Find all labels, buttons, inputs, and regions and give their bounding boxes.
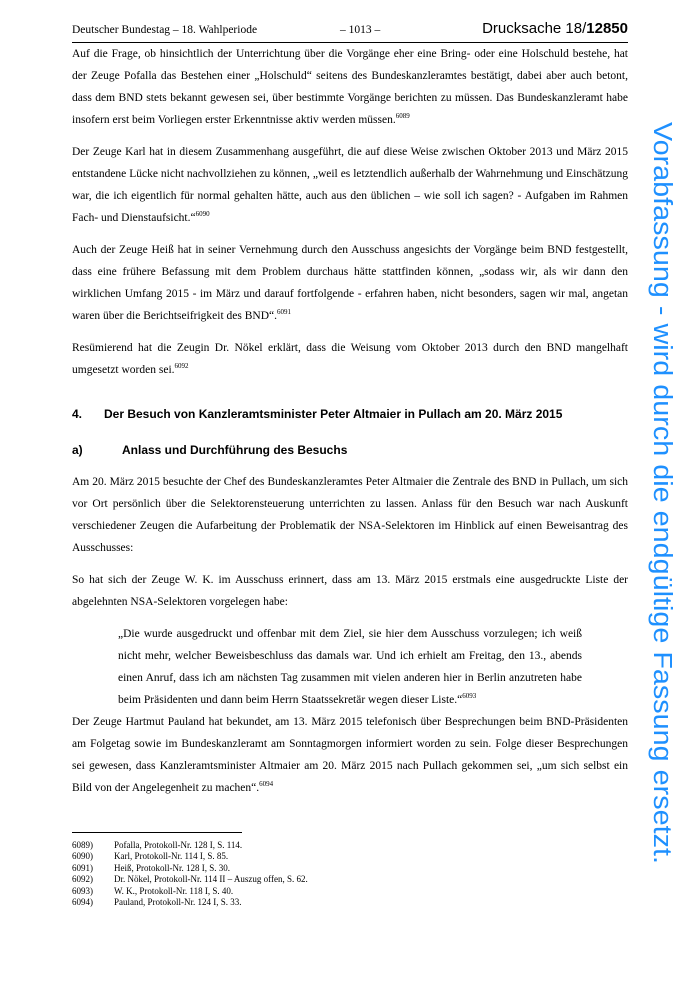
document-number: Drucksache 18/12850 xyxy=(482,20,628,37)
paragraph-1: Auf die Frage, ob hinsichtlich der Unterrichtung über die Vorgänge eher eine Bring- oder eine Holschuld bestehe, hat der Zeuge Pofalla das Bestehen einer „Holschuld“ seitens des Bundeskanzleramtes bestätigt, dabei aber auch betont, dass dem BND stets bekannt gewesen sei, über bestimmte Vorgänge berichten zu müssen. Das Bundeskanzleramt habe insofern erst beim Vorliegen erster Erkenntnisse aktiv werden müssen.$^{6089}$ xyxy=(72,48,628,126)
footnote-ref: 6091 xyxy=(277,308,292,316)
section-heading-a: a) Anlass und Durchführung des Besuchs xyxy=(72,443,348,457)
section-heading-4: 4. Der Besuch von Kanzleramtsminister Peter Altmaier in Pullach am 20. März 2015 xyxy=(72,407,563,421)
page xyxy=(72,22,628,799)
header-left: Deutscher Bundestag – 18. Wahlperiode xyxy=(72,24,258,36)
paragraph-5: Am 20. März 2015 besuchte der Chef des Bundeskanzleramtes Peter Altmaier die Zentrale des BND in Pullach, um sich vor Ort persönlich über die Selektorensteuerung unterrichten zu lassen. Anlass für den Besuch war nach Auskunft verschiedener Zeugen die Aufarbeitung der Problematik der NSA-Selektoren im Hinblick auf einen Beweisantrag des Ausschusses: xyxy=(72,476,628,554)
paragraph-7: Der Zeuge Hartmut Pauland hat bekundet, am 13. März 2015 telefonisch über Besprechungen beim BND-Präsidenten am Folgetag sowie im Bundeskanzleramt am Sonntagmorgen informiert worden zu sein. Folge dieser Besprechungen sei gewesen, dass Kanzleramtsminister Altmaier am 20. März 2015 nach Pullach gekommen sei, „um sich selbst ein Bild von der Angelegenheit zu machen“.$^{6094}$ xyxy=(72,716,628,794)
paragraph-2: Der Zeuge Karl hat in diesem Zusammenhang ausgeführt, die auf diese Weise zwischen Oktober 2013 und März 2015 entstandene Lücke nicht nachvollziehen zu können, „weil es letztendlich außerhalb der Wahrnehmung und Einschätzung war, die ich eigentlich für normal gehalten hätte, auch aus den üblichen – wie soll ich sagen? - Aufgaben im Rahmen Fach- und Dienstaufsicht.“$^{6090}$ xyxy=(72,146,628,224)
block-quote: „Die wurde ausgedruckt und offenbar mit dem Ziel, sie hier dem Ausschuss vorzulegen; ich weiß nicht mehr, welcher Beweisbeschluss das damals war. Und ich erhielt am Freitag, den 13., abends einen Anruf, dass ich am nächsten Tag zusammen mit vielen anderen hier in Berlin anzutreten habe beim Präsidenten und dann beim Herrn Staatssekretär wegen dieser Liste.“$^{6093}$ xyxy=(118,628,582,706)
paragraph-4: Resümierend hat die Zeugin Dr. Nökel erklärt, dass die Weisung vom Oktober 2013 durch den BND mangelhaft umgesetzt worden sei.$^{6092}$ xyxy=(72,342,628,376)
page-number: – 1013 – xyxy=(340,24,381,36)
watermark-text: Vorabfassung - wird durch die endgültige Fassung ersetzt. xyxy=(648,122,676,780)
paragraph-6: So hat sich der Zeuge W. K. im Ausschuss erinnert, dass am 13. März 2015 erstmals eine ausgedruckte Liste der abgelehnten NSA-Selektoren vorgelegen habe: xyxy=(72,574,628,608)
page-header xyxy=(72,22,628,40)
footnote-rule xyxy=(72,832,242,833)
footnote-ref: 6089 xyxy=(395,112,410,120)
footnote-ref: 6094 xyxy=(259,780,274,788)
footnote-ref: 6093 xyxy=(462,692,477,700)
paragraph-3: Auch der Zeuge Heiß hat in seiner Vernehmung durch den Ausschuss angesichts der Vorgänge beim BND festgestellt, dass eine frühere Befassung mit dem Problem durchaus hätte stattfinden können, „sodass wir, als wir dann den wirklichen Umfang 2015 - im März und darauf fortfolgende - erfahren haben, nicht besonders, sagen wir mal, angetan waren über die Berichtseifrigkeit des BND“.$^{6091}$ xyxy=(72,244,628,322)
footnote-ref: 6092 xyxy=(174,362,189,370)
watermark xyxy=(632,118,692,868)
footnote-ref: 6090 xyxy=(195,210,210,218)
